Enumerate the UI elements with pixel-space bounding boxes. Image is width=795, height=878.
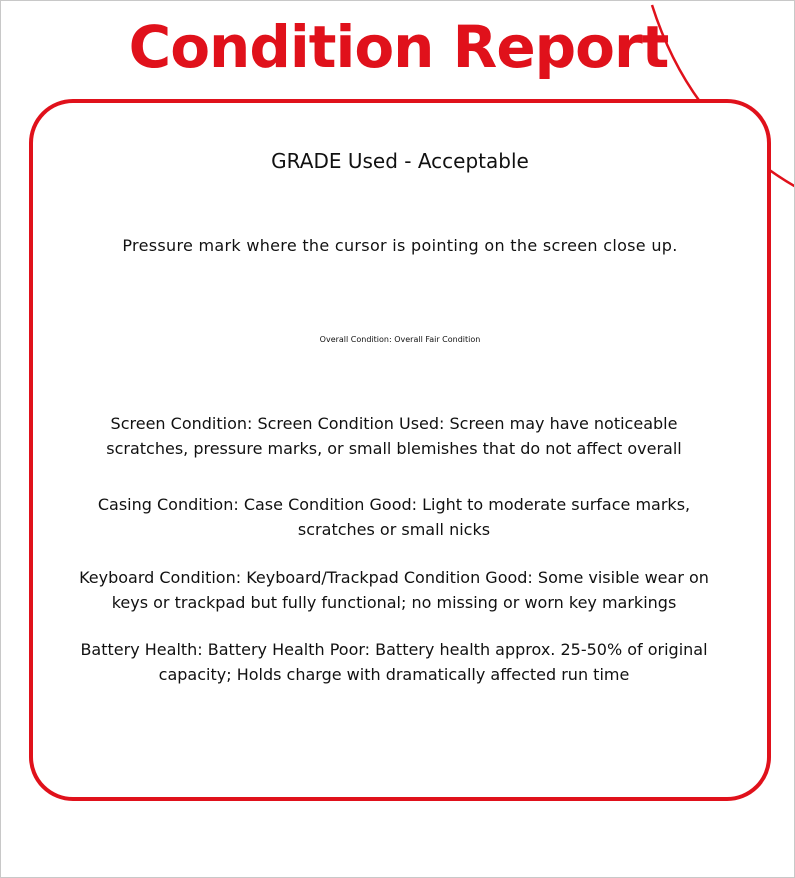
casing-condition: Casing Condition: Case Condition Good: Light to moderate surface marks, scratches or small nicks bbox=[97, 495, 691, 539]
grade-text: GRADE Used - Acceptable bbox=[271, 149, 529, 173]
screen-condition: Screen Condition: Screen Condition Used: Screen may have noticeable scratches, pressure marks, or small blemishes that do not affect overall bbox=[106, 414, 682, 458]
report-frame bbox=[29, 99, 771, 801]
overall-condition: Overall Condition: Overall Fair Condition bbox=[319, 335, 481, 344]
page-title: Condition Report bbox=[128, 13, 669, 81]
battery-health: Battery Health: Battery Health Poor: Battery health approx. 25-50% of original capacity; Holds charge with dramatically affected run time bbox=[80, 640, 708, 684]
keyboard-condition: Keyboard Condition: Keyboard/Trackpad Condition Good: Some visible wear on keys or trackpad but fully functional; no missing or worn key markings bbox=[79, 568, 709, 612]
condition-note: Pressure mark where the cursor is pointing on the screen close up. bbox=[122, 236, 678, 255]
